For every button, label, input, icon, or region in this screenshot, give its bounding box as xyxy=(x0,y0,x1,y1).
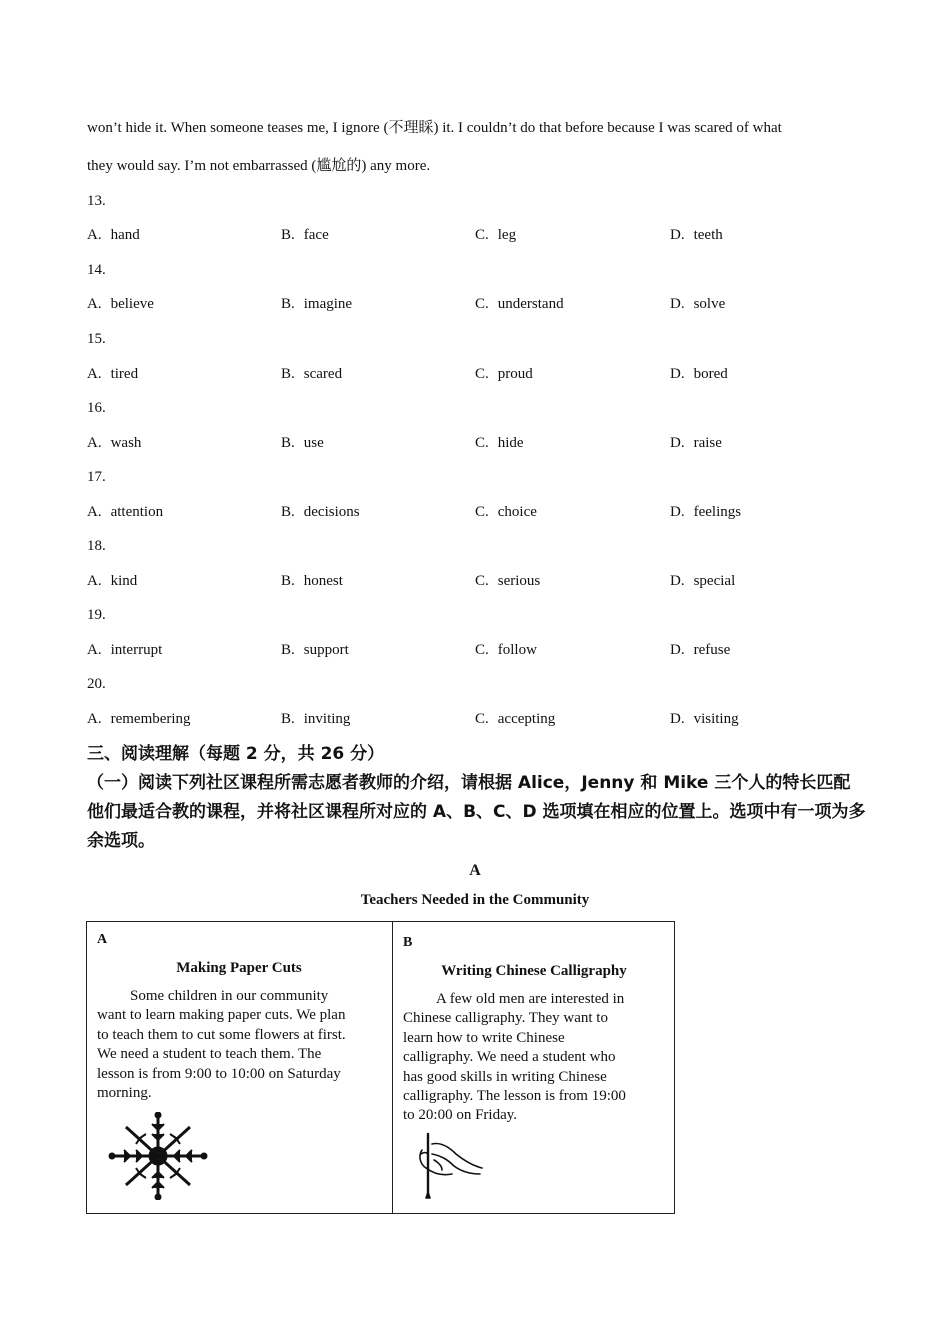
option-c[interactable]: C. follow xyxy=(475,642,537,658)
paper-cut-snowflake-icon xyxy=(108,1112,208,1200)
section-instruction: （一）阅读下列社区课程所需志愿者教师的介绍，请根据 Alice，Jenny 和 Mike 三个人的特长匹配他们最适合教的课程，并将社区课程所对应的 A、B、C、D 选项填在相应的位置上。选项中有一项为多余选项。 xyxy=(87,773,866,851)
option-c[interactable]: C. understand xyxy=(475,296,564,312)
option-d[interactable]: D. refuse xyxy=(670,642,731,658)
card-body: A few old men are interested in Chinese calligraphy. They want to learn how to write Chinese calligraphy. We need a student who has good skills in writing Chinese calligraphy. The lesson is from 19:00 to 20:00 on Friday. xyxy=(403,991,626,1124)
card-title: Making Paper Cuts xyxy=(176,960,302,976)
hand-holding-brush-icon xyxy=(412,1130,486,1200)
question-number: 18. xyxy=(87,538,106,554)
option-a[interactable]: A. interrupt xyxy=(87,642,163,658)
card-letter: A xyxy=(97,932,108,947)
passage-line-1: won’t hide it. When someone teases me, I ignore (不理睬) it. I couldn’t do that before because I was scared of what xyxy=(87,120,782,136)
option-a[interactable]: A. kind xyxy=(87,573,138,589)
option-b[interactable]: B. imagine xyxy=(281,296,353,312)
passage-label: A xyxy=(469,862,481,879)
option-d[interactable]: D. bored xyxy=(670,366,728,382)
section-heading: 三、阅读理解（每题 2 分，共 26 分） xyxy=(87,744,385,764)
option-d[interactable]: D. special xyxy=(670,573,736,589)
option-d[interactable]: D. feelings xyxy=(670,504,742,520)
question-number: 17. xyxy=(87,469,106,485)
option-d[interactable]: D. teeth xyxy=(670,227,723,243)
option-b[interactable]: B. use xyxy=(281,435,324,451)
option-d[interactable]: D. solve xyxy=(670,296,726,312)
option-c[interactable]: C. choice xyxy=(475,504,537,520)
option-a[interactable]: A. remembering xyxy=(87,711,191,727)
card-letter: B xyxy=(403,935,413,950)
option-c[interactable]: C. proud xyxy=(475,366,533,382)
option-c[interactable]: C. serious xyxy=(475,573,541,589)
card-title: Writing Chinese Calligraphy xyxy=(441,963,627,979)
option-b[interactable]: B. honest xyxy=(281,573,343,589)
option-d[interactable]: D. raise xyxy=(670,435,722,451)
option-c[interactable]: C. hide xyxy=(475,435,524,451)
question-number: 13. xyxy=(87,193,106,209)
question-number: 19. xyxy=(87,607,106,623)
option-b[interactable]: B. decisions xyxy=(281,504,360,520)
option-a[interactable]: A. attention xyxy=(87,504,164,520)
option-a[interactable]: A. wash xyxy=(87,435,142,451)
option-a[interactable]: A. believe xyxy=(87,296,154,312)
question-number: 20. xyxy=(87,676,106,692)
option-b[interactable]: B. face xyxy=(281,227,329,243)
option-a[interactable]: A. tired xyxy=(87,366,139,382)
option-d[interactable]: D. visiting xyxy=(670,711,739,727)
passage-line-2: they would say. I’m not embarrassed (尴尬的) any more. xyxy=(87,158,431,174)
option-b[interactable]: B. scared xyxy=(281,366,343,382)
option-c[interactable]: C. accepting xyxy=(475,711,556,727)
question-number: 14. xyxy=(87,262,106,278)
option-a[interactable]: A. hand xyxy=(87,227,140,243)
card-body: Some children in our community want to learn making paper cuts. We plan to teach them to cut some flowers at first. We need a student to teach them. The lesson is from 9:00 to 10:00 on Saturday morning. xyxy=(97,988,346,1102)
question-number: 16. xyxy=(87,400,106,416)
question-number: 15. xyxy=(87,331,106,347)
option-b[interactable]: B. support xyxy=(281,642,349,658)
passage-title: Teachers Needed in the Community xyxy=(360,892,590,908)
option-c[interactable]: C. leg xyxy=(475,227,517,243)
option-b[interactable]: B. inviting xyxy=(281,711,351,727)
